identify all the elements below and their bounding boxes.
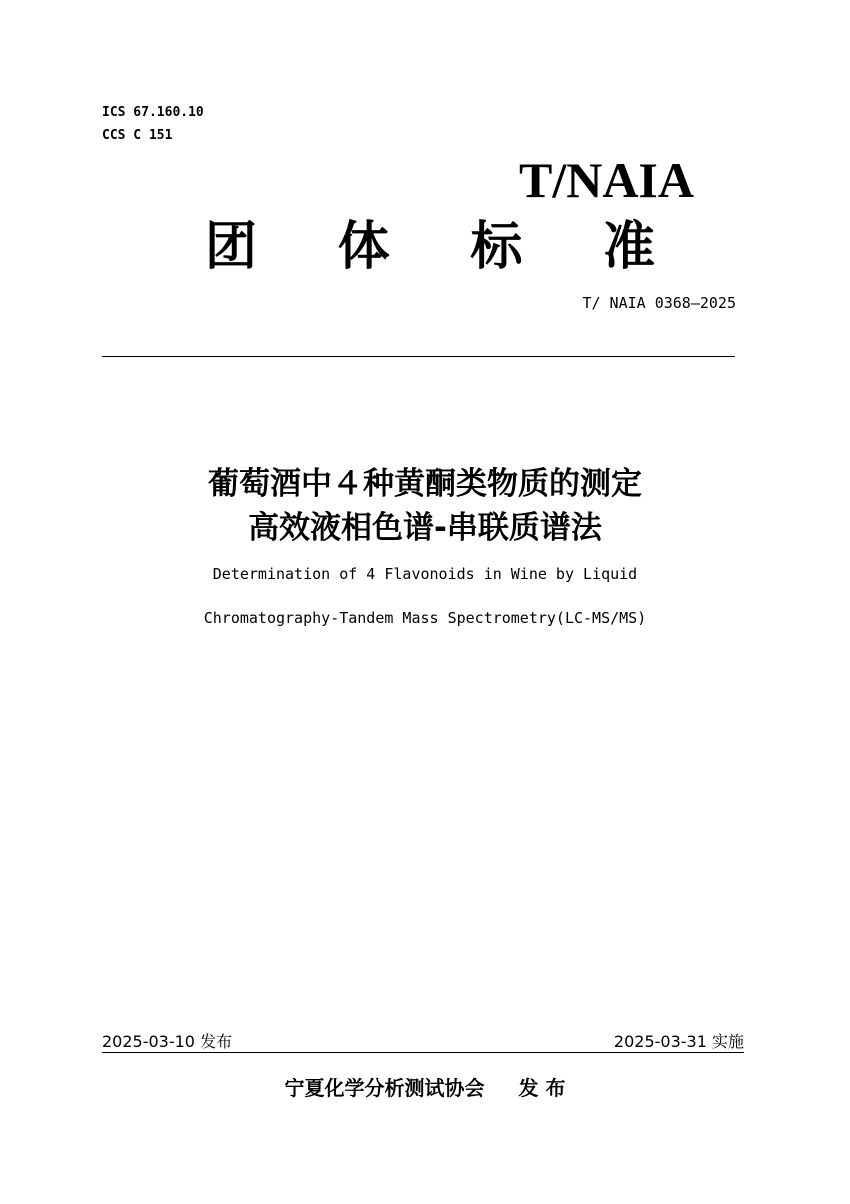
footer-divider: [102, 1052, 744, 1053]
ccs-code: CCS C 151: [102, 128, 173, 143]
implementation-date: 2025-03-31 实施: [613, 1032, 744, 1051]
standard-kind-char: 标: [470, 217, 523, 277]
title-cn-line1: 葡萄酒中４种黄酮类物质的测定: [208, 466, 642, 502]
header-divider: [102, 356, 735, 357]
release-date: 2025-03-10 发布: [102, 1032, 233, 1051]
standard-kind-char: 体: [337, 217, 390, 277]
title-en-line1: Determination of 4 Flavonoids in Wine by Liquid: [212, 565, 638, 583]
standard-kind-heading: [205, 214, 655, 280]
title-cn-line2: 高效液相色谱-串联质谱法: [248, 510, 602, 546]
standard-kind-char: 团: [205, 217, 258, 277]
ics-code: ICS 67.160.10: [102, 105, 204, 120]
standard-code-logo: T/NAIA: [518, 152, 694, 208]
publisher-name: 宁夏化学分析测试协会: [284, 1076, 485, 1100]
title-en-line2: Chromatography-Tandem Mass Spectrometry(LC-MS/MS): [203, 609, 647, 627]
standard-kind-char: 准: [602, 217, 655, 277]
standard-number: T/ NAIA 0368—2025: [582, 294, 736, 312]
publisher-action: 发 布: [518, 1076, 566, 1100]
publisher-line: [0, 1074, 850, 1102]
